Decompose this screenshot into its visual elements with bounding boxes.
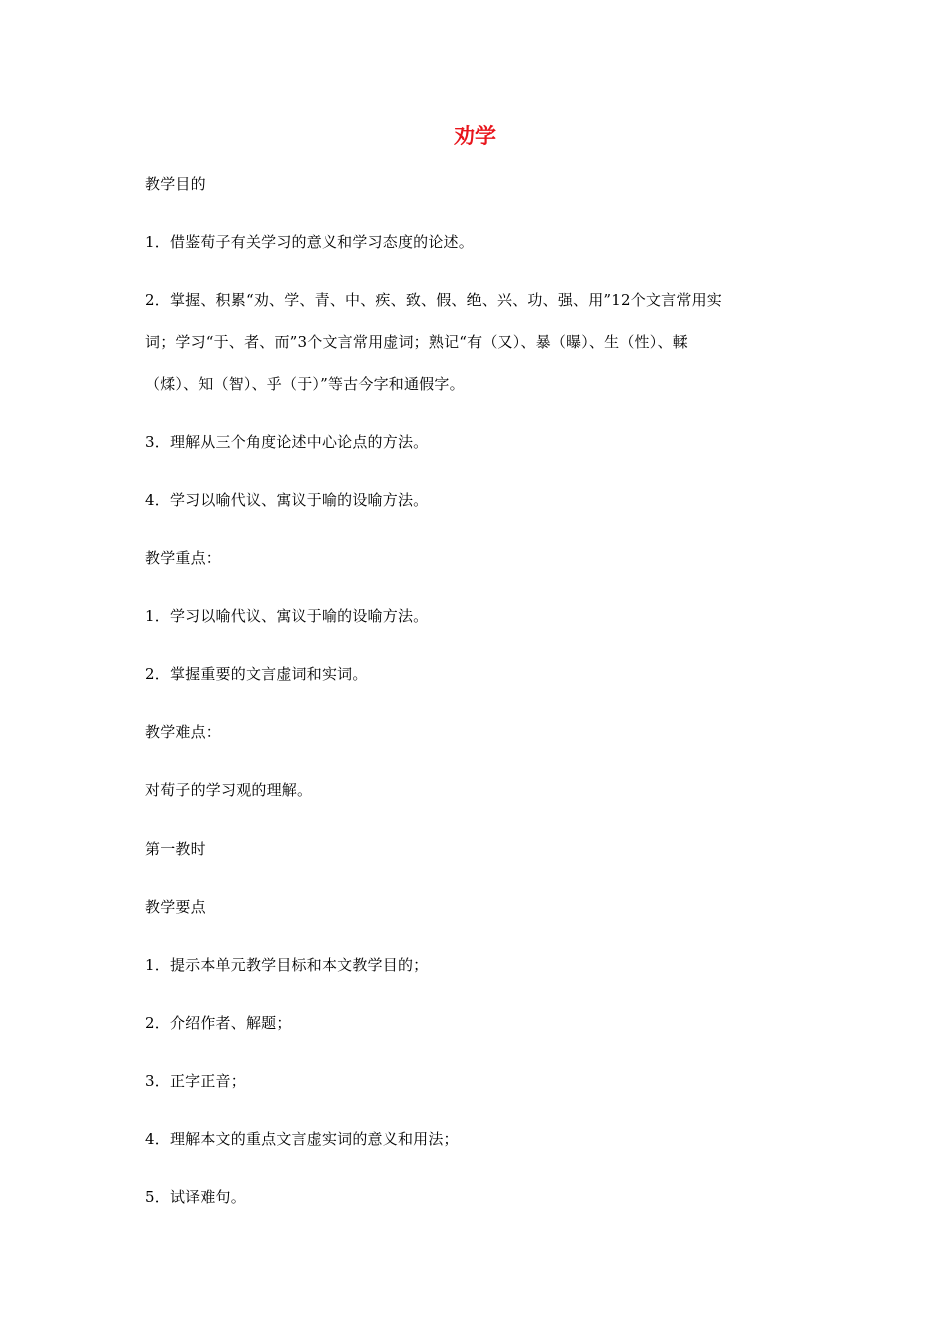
section-heading-first-lesson: 第一教时 — [145, 840, 206, 858]
section-heading-key-points: 教学重点： — [145, 549, 222, 567]
paragraph-line: 4．理解本文的重点文言虚实词的意义和用法； — [145, 1130, 459, 1148]
paragraph-line: 4．学习以喻代议、寓议于喻的设喻方法。 — [145, 491, 429, 509]
section-heading-difficulties: 教学难点： — [145, 723, 222, 741]
document-title: 劝学 — [454, 124, 496, 148]
paragraph-line: 1．学习以喻代议、寓议于喻的设喻方法。 — [145, 607, 429, 625]
paragraph-line: 对荀子的学习观的理解。 — [145, 781, 313, 799]
paragraph-line: （煣）、知（智）、乎（于）”等古今字和通假字。 — [145, 375, 465, 393]
paragraph-line: 词；学习“于、者、而”3个文言常用虚词；熟记“有（又）、暴（曝）、生（性）、輮 — [145, 333, 688, 351]
paragraph-line: 1．借鉴荀子有关学习的意义和学习态度的论述。 — [145, 233, 474, 251]
paragraph-line: 2．介绍作者、解题； — [145, 1014, 292, 1032]
section-heading-objectives: 教学目的 — [145, 175, 206, 193]
paragraph-line: 2．掌握、积累“劝、学、青、中、疾、致、假、绝、兴、功、强、用”12个文言常用实 — [145, 291, 722, 309]
paragraph-line: 2．掌握重要的文言虚词和实词。 — [145, 665, 368, 683]
paragraph-line: 3．正字正音； — [145, 1072, 246, 1090]
section-heading-lesson-points: 教学要点 — [145, 898, 206, 916]
paragraph-line: 1．提示本单元教学目标和本文教学目的； — [145, 956, 429, 974]
paragraph-line: 5．试译难句。 — [145, 1188, 246, 1206]
paragraph-line: 3．理解从三个角度论述中心论点的方法。 — [145, 433, 429, 451]
